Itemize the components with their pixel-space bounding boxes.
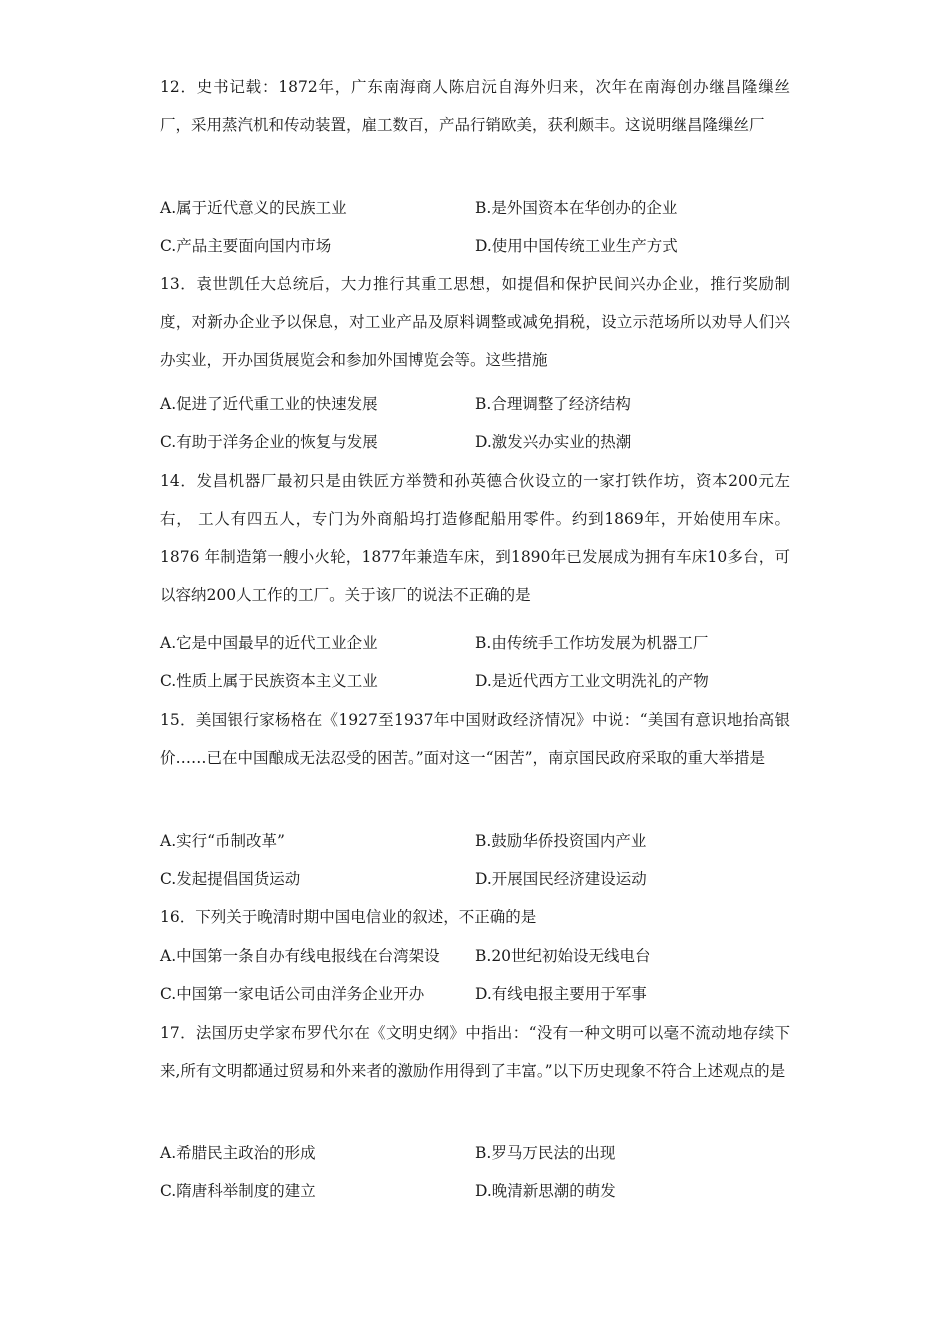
question-16-stem: 16．下列关于晚清时期中国电信业的叙述，不正确的是 — [160, 908, 537, 926]
option-c: C.中国第一家电话公司由洋务企业开办 — [160, 985, 425, 1003]
question-12-stem: 12．史书记载：1872年，广东南海商人陈启沅自海外归来，次年在南海创办继昌隆缫丝厂，采用蒸汽机和传动装置，雇工数百，产品行销欧美，获利颇丰。这说明继昌隆缫丝厂 — [160, 78, 790, 134]
option-d: D.开展国民经济建设运动 — [475, 870, 647, 888]
question-12-options — [160, 189, 790, 265]
option-d: D.使用中国传统工业生产方式 — [475, 237, 678, 255]
question-15-options — [160, 822, 790, 898]
option-d: D.激发兴办实业的热潮 — [475, 433, 632, 451]
option-c: C.产品主要面向国内市场 — [160, 237, 332, 255]
question-16-options — [160, 937, 790, 1013]
option-b: B.合理调整了经济结构 — [475, 395, 631, 413]
question-13-options — [160, 385, 790, 461]
option-a: A.促进了近代重工业的快速发展 — [160, 395, 378, 413]
option-d: D.是近代西方工业文明洗礼的产物 — [475, 672, 709, 690]
question-13 — [160, 265, 790, 379]
option-a: A.中国第一条自办有线电报线在台湾架设 — [160, 947, 440, 965]
option-d: D.有线电报主要用于军事 — [475, 985, 647, 1003]
option-b: B.是外国资本在华创办的企业 — [475, 199, 678, 217]
question-15 — [160, 701, 790, 777]
option-a: A.它是中国最早的近代工业企业 — [160, 634, 378, 652]
question-13-stem: 13．袁世凯任大总统后，大力推行其重工思想，如提倡和保护民间兴办企业，推行奖励制度，对新办企业予以保息，对工业产品及原料调整或减免捐税，设立示范场所以劝导人们兴办实业，开办国货展览会和参加外国博览会等。这些措施 — [160, 275, 790, 369]
option-c: C.有助于洋务企业的恢复与发展 — [160, 433, 378, 451]
question-16 — [160, 898, 790, 936]
option-c: C.发起提倡国货运动 — [160, 870, 301, 888]
option-b: B.罗马万民法的出现 — [475, 1144, 616, 1162]
question-14 — [160, 462, 790, 614]
option-b: B.鼓励华侨投资国内产业 — [475, 832, 647, 850]
question-12 — [160, 68, 790, 144]
option-a: A.实行“币制改革” — [160, 832, 285, 850]
option-a: A.属于近代意义的民族工业 — [160, 199, 347, 217]
question-14-stem: 14．发昌机器厂最初只是由铁匠方举赞和孙英德合伙设立的一家打铁作坊，资本200元左右， 工人有四五人，专门为外商船坞打造修配船用零件。约到1869年，开始使用车床。1876 年制造第一艘小火轮，1877年兼造车床，到1890年已发展成为拥有车床10多台，可以容纳200人工作的工厂。关于该厂的说法不正确的是 — [160, 472, 790, 604]
option-c: C.隋唐科举制度的建立 — [160, 1182, 316, 1200]
option-d: D.晚清新思潮的萌发 — [475, 1182, 616, 1200]
option-c: C.性质上属于民族资本主义工业 — [160, 672, 378, 690]
option-b: B.由传统手工作坊发展为机器工厂 — [475, 634, 709, 652]
question-17-options — [160, 1134, 790, 1210]
question-17-stem: 17．法国历史学家布罗代尔在《文明史纲》中指出：“没有一种文明可以毫不流动地存续下来,所有文明都通过贸易和外来者的激励作用得到了丰富。”以下历史现象不符合上述观点的是 — [160, 1024, 790, 1080]
question-17 — [160, 1014, 790, 1090]
question-14-options — [160, 624, 790, 700]
option-a: A.希腊民主政治的形成 — [160, 1144, 316, 1162]
option-b: B.20世纪初始设无线电台 — [475, 947, 651, 965]
question-15-stem: 15．美国银行家杨格在《1927至1937年中国财政经济情况》中说：“美国有意识地抬高银价……已在中国酿成无法忍受的困苦。”面对这一“困苦”，南京国民政府采取的重大举措是 — [160, 711, 790, 767]
